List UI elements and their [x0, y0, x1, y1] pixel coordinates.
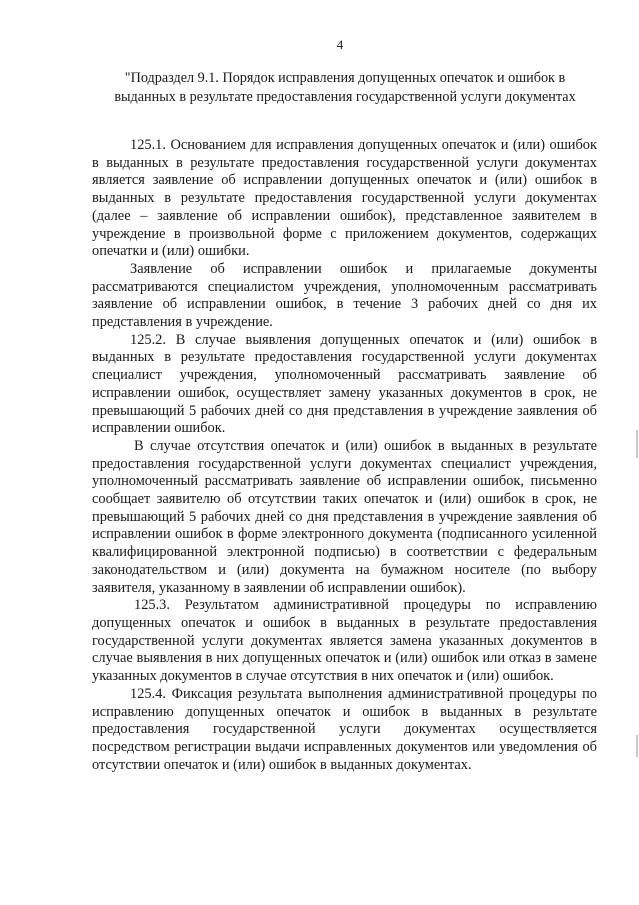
document-body — [92, 137, 597, 774]
scan-edge-mark — [636, 735, 638, 757]
paragraph-no-errors: В случае отсутствия опечаток и (или) ошибок в выданных в результате предоставления государственной услуги документах специалист учреждения, уполномоченный рассматривать заявление об исправлении ошибок, письменно сообщает заявителю об отсутствии таких опечаток и (или) ошибок в срок, не превышающий 5 рабочих дней со дня представления в учреждение заявления об исправлении ошибок в форме электронного документа (подписанного усиленной квалифицированной электронной подписью) в соответствии с федеральным законодательством и (или) документа на бумажном носителе (по выбору заявителя, указанному в заявлении об исправлении ошибок). — [92, 437, 597, 596]
paragraph-125-4: 125.4. Фиксация результата выполнения административной процедуры по исправлению допущенных опечаток и ошибок в выданных в результате предоставления государственной услуги документах осуществляется посредством регистрации выдачи исправленных документов или уведомления об отсутствии опечаток и (или) ошибок в выданных документах. — [92, 685, 597, 773]
page-number: 4 — [336, 37, 344, 52]
scan-edge-mark — [636, 430, 638, 458]
paragraph-125-2: 125.2. В случае выявления допущенных опечаток и (или) ошибок в выданных в результате предоставления государственной услуги документах специалист учреждения, уполномоченный рассматривать заявление об исправлении ошибок, осуществляет замену указанных документов в срок, не превышающий 5 рабочих дней со дня представления в учреждение заявления об исправлении ошибок. — [92, 331, 597, 437]
paragraph-125-1: 125.1. Основанием для исправления допущенных опечаток и (или) ошибок в выданных в результате предоставления государственной услуги документах является заявление об исправлении допущенных опечаток и (или) ошибок в выданных в результате предоставления государственной услуги документах (далее – заявление об исправлении ошибок), представленное заявителем в учреждение в произвольной форме с приложением документов, содержащих опечатки и (или) ошибки. — [92, 137, 597, 260]
paragraph-125-3: 125.3. Результатом административной процедуры по исправлению допущенных опечаток и ошибок в выданных в результате предоставления государственной услуги документах является замена указанных документов в случае выявления в них допущенных опечаток и (или) ошибок или отказ в замене указанных документов в случае отсутствия в них опечаток и (или) ошибок. — [92, 597, 597, 685]
section-heading: "Подраздел 9.1. Порядок исправления допущенных опечаток и ошибок в выданных в результате предоставления государственной услуги документах — [114, 70, 576, 105]
paragraph-review-term: Заявление об исправлении ошибок и прилагаемые документы рассматриваются специалистом учреждения, уполномоченным рассматривать заявление об исправлении ошибок, в течение 3 рабочих дней со дня их представления в учреждение. — [92, 260, 597, 331]
